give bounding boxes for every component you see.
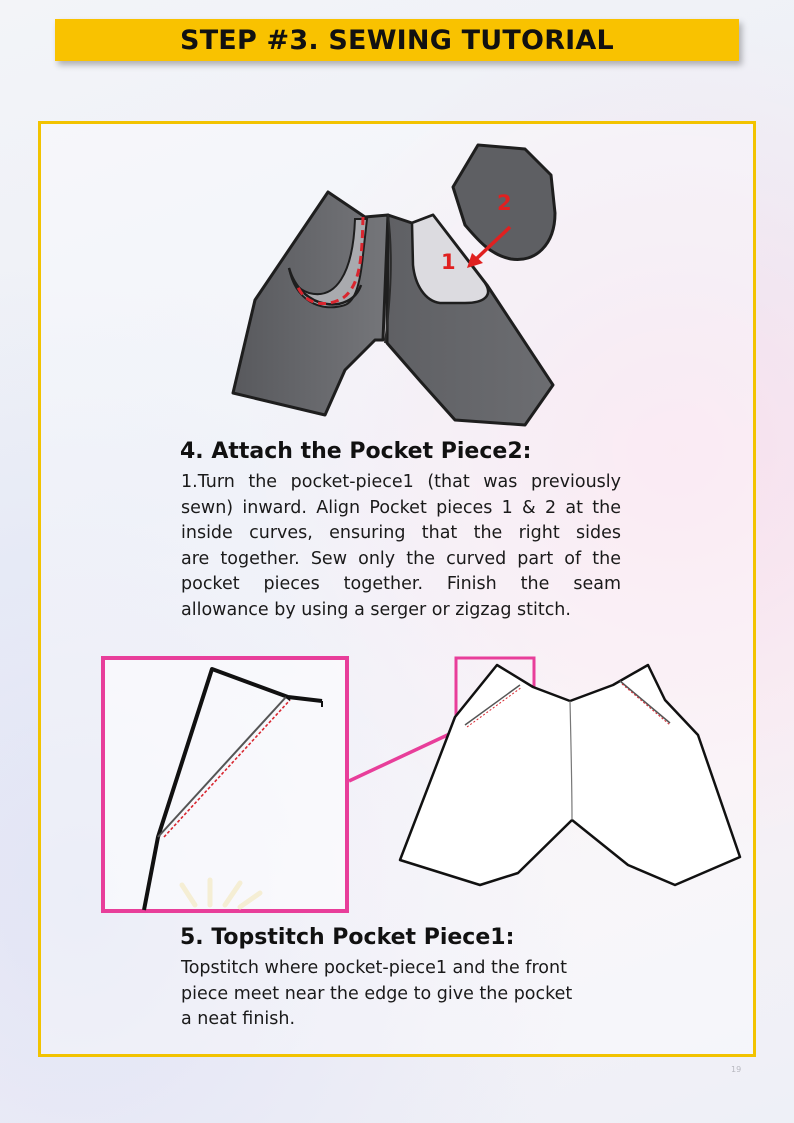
section4-heading: 4. Attach the Pocket Piece2: [180, 439, 532, 464]
section5-line: piece meet near the edge to give the pocket [181, 983, 573, 1004]
page-number: 19 [731, 1065, 742, 1074]
section4-line: inside curves, ensuring that the right sides [181, 523, 621, 544]
page-title: STEP #3. SEWING TUTORIAL [180, 24, 614, 56]
title-banner [55, 19, 739, 61]
section5-line: a neat finish. [181, 1009, 296, 1030]
zoom-detail-box [103, 658, 347, 911]
pocket-attach-illustration [225, 135, 565, 435]
section5-body [181, 956, 621, 1033]
topstitch-illustration [100, 655, 750, 915]
section4-line: sewn) inward. Align Pocket pieces 1 & 2 at the [181, 497, 621, 518]
section4-line: pocket pieces together. Finish the seam [181, 574, 621, 595]
section5-heading: 5. Topstitch Pocket Piece1: [180, 925, 515, 950]
section4-line: allowance by using a serger or zigzag stitch. [181, 599, 571, 620]
section4-line: are together. Sew only the curved part of the [181, 548, 621, 569]
section5-line: Topstitch where pocket-piece1 and the front [181, 958, 567, 978]
section4-line: 1.Turn the pocket-piece1 (that was previously [181, 472, 621, 492]
shorts-outline [400, 665, 740, 885]
pocket-label-2: 2 [497, 191, 512, 215]
pocket-label-1: 1 [441, 250, 456, 274]
section4-body [181, 470, 621, 624]
